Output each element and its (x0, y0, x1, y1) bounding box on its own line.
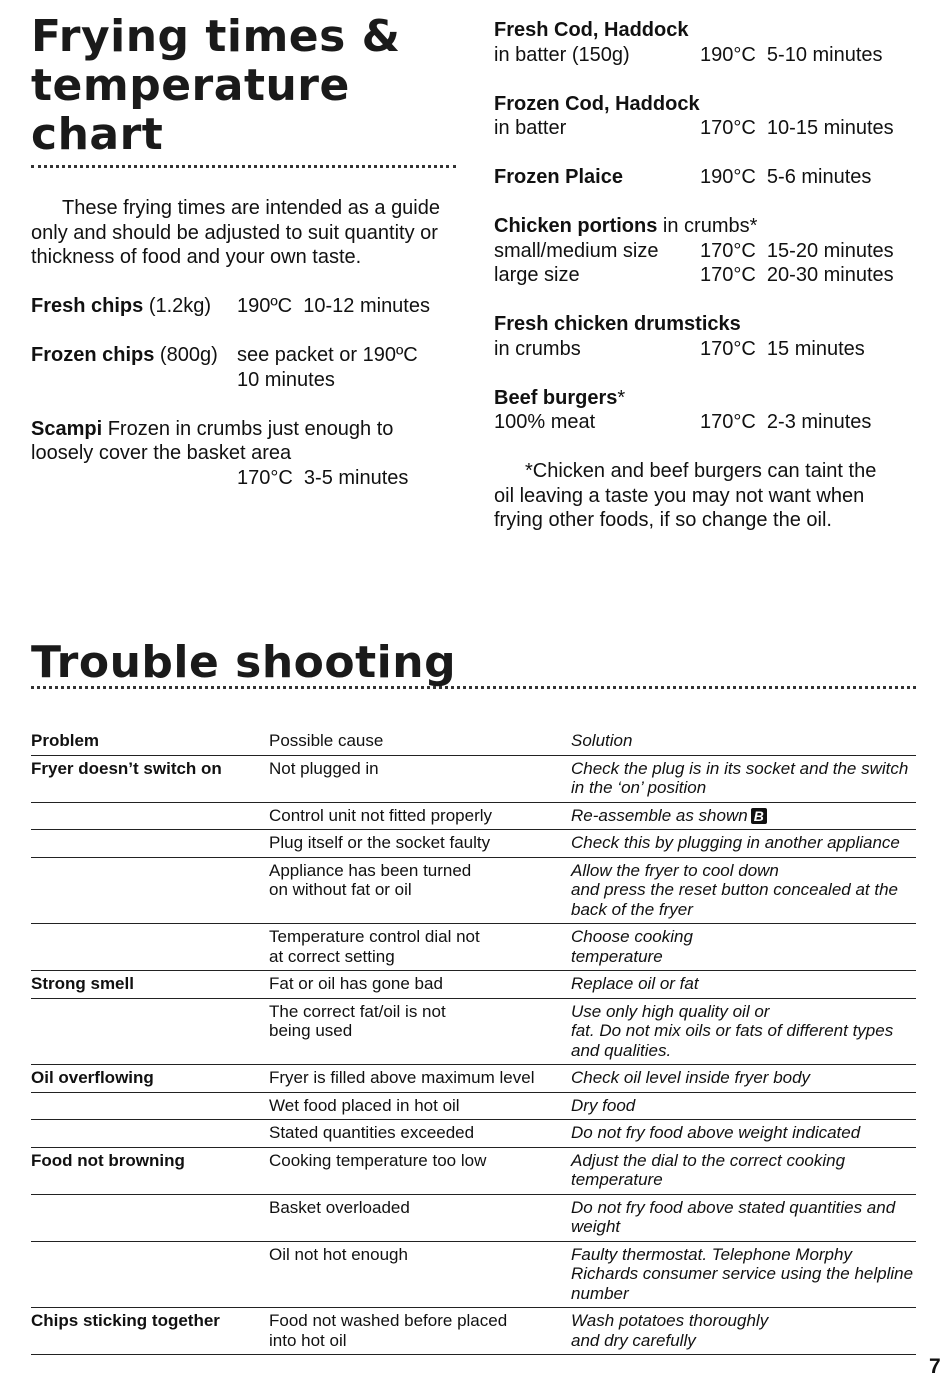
trouble-shooting-title: Trouble shooting (31, 637, 457, 688)
problem-cell-text: Food not browning (31, 1150, 185, 1170)
food-heading: Frozen Plaice (494, 166, 623, 188)
problem-cell (31, 971, 269, 999)
beef-burgers-entry (494, 386, 914, 435)
solution-cell-text: Adjust the dial to the correct cooking temperature (571, 1150, 846, 1189)
cause-cell (269, 1194, 571, 1241)
food-temp-time: 170°C 2-3 minutes (700, 411, 872, 433)
cause-cell (269, 1147, 571, 1194)
solution-cell (571, 1147, 916, 1194)
table-row (31, 1308, 916, 1355)
problem-cell (31, 1308, 269, 1355)
problem-cell (31, 830, 269, 858)
table-row (31, 1092, 916, 1120)
solution-cell (571, 971, 916, 999)
table-row (31, 971, 916, 999)
scampi-entry (31, 417, 431, 491)
cause-cell (269, 1120, 571, 1148)
table-row (31, 998, 916, 1065)
table-row (31, 1147, 916, 1194)
food-label: in batter (494, 117, 567, 139)
cause-cell-text: The correct fat/oil is not being used (269, 1001, 446, 1040)
fresh-chips-qty: (1.2kg) (143, 295, 212, 317)
scampi-desc: Frozen in crumbs just enough to loosely cover the basket area (31, 417, 394, 464)
table-row (31, 1241, 916, 1308)
food-label: 100% meat (494, 411, 596, 433)
solution-cell (571, 1194, 916, 1241)
problem-cell (31, 1147, 269, 1194)
frozen-cod-entry (494, 92, 914, 141)
cause-cell-text: Oil not hot enough (269, 1244, 408, 1264)
food-heading-extra: in crumbs* (657, 215, 758, 237)
solution-cell (571, 755, 916, 802)
table-row (31, 1065, 916, 1093)
trouble-shooting-table (31, 731, 916, 1355)
solution-cell-text: Faulty thermostat. Telephone Morphy Richards consumer service using the helpline number (571, 1244, 914, 1303)
problem-cell (31, 1092, 269, 1120)
cause-cell-text: Food not washed before placed into hot oil (269, 1311, 508, 1350)
chicken-drumsticks-entry (494, 312, 914, 361)
table-row (31, 802, 916, 830)
solution-cell (571, 1241, 916, 1308)
cause-cell (269, 971, 571, 999)
fresh-chips-temp: 190ºC (237, 295, 293, 317)
problem-cell (31, 1065, 269, 1093)
food-temp-time: 190°C 5-6 minutes (700, 166, 872, 188)
cause-cell (269, 755, 571, 802)
food-label: in crumbs (494, 337, 581, 360)
cause-cell (269, 830, 571, 858)
cause-cell-text: Appliance has been turned on without fat or oil (269, 860, 472, 899)
frozen-chips-name: Frozen chips (31, 344, 155, 366)
food-temp-time: 170°C 10-15 minutes (700, 117, 894, 139)
table-row (31, 857, 916, 924)
title-line-1: Frying times & (31, 11, 401, 62)
food-temp-time: 190°C 5-10 minutes (700, 43, 883, 66)
fresh-chips-entry (31, 294, 456, 319)
frozen-chips-line2: 10 minutes (237, 368, 335, 391)
problem-cell-text: Fryer doesn’t switch on (31, 758, 222, 778)
food-heading: Frozen Cod, Haddock (494, 92, 700, 115)
fresh-chips-time: 10-12 minutes (303, 295, 430, 317)
problem-cell-text: Oil overflowing (31, 1068, 154, 1087)
solution-cell (571, 924, 916, 971)
food-heading: Chicken portions (494, 215, 658, 237)
table-row (31, 1194, 916, 1241)
problem-cell-text: Chips sticking together (31, 1311, 220, 1330)
cause-cell (269, 998, 571, 1065)
cause-cell-text: Plug itself or the socket faulty (269, 833, 491, 852)
solution-cell-text: Choose cooking temperature (571, 927, 693, 966)
cause-cell (269, 1065, 571, 1093)
solution-cell-text: Do not fry food above stated quantities and weight (571, 1197, 896, 1236)
food-heading-extra: * (617, 386, 626, 409)
problem-cell (31, 924, 269, 971)
header-cause: Possible cause (269, 731, 384, 750)
cause-cell-text: Temperature control dial not at correct setting (269, 927, 480, 966)
table-row (31, 755, 916, 802)
cause-cell-text: Control unit not fitted properly (269, 805, 493, 825)
solution-cell (571, 830, 916, 858)
cause-cell (269, 802, 571, 830)
table-row (31, 830, 916, 858)
problem-cell (31, 857, 269, 924)
problem-cell-text: Strong smell (31, 974, 134, 993)
fresh-chips-name: Fresh chips (31, 295, 144, 317)
scampi-temp-time: 170°C 3-5 minutes (237, 466, 409, 489)
food-temp-time: 170°C 15 minutes (700, 337, 865, 360)
food-heading: Fresh Cod, Haddock (494, 19, 689, 41)
solution-cell (571, 998, 916, 1065)
solution-cell (571, 802, 916, 830)
solution-cell-text: Wash potatoes thoroughly and dry carefully (571, 1311, 769, 1350)
solution-cell (571, 857, 916, 924)
cause-cell (269, 924, 571, 971)
table-row (31, 1120, 916, 1148)
food-temp-time: 170°C 20-30 minutes (700, 264, 894, 286)
footnote: *Chicken and beef burgers can taint the oil leaving a taste you may not want when frying other foods, if so change the oil. (494, 460, 877, 531)
food-label: large size (494, 264, 580, 286)
cause-cell-text: Cooking temperature too low (269, 1150, 487, 1170)
page-number: 7 (929, 1355, 941, 1378)
solution-cell (571, 1120, 916, 1148)
solution-cell-text: Re-assemble as shown (571, 805, 748, 825)
solution-cell-text: Check the plug is in its socket and the switch in the ‘on’ position (571, 758, 909, 797)
problem-cell (31, 1194, 269, 1241)
trouble-table-body (31, 755, 916, 1355)
cause-cell (269, 1092, 571, 1120)
frozen-chips-entry (31, 343, 456, 392)
solution-cell (571, 1308, 916, 1355)
cause-cell (269, 1241, 571, 1308)
problem-cell (31, 1241, 269, 1308)
title-line-2: temperature chart (31, 60, 350, 160)
header-problem: Problem (31, 731, 100, 750)
header-solution: Solution (571, 731, 633, 750)
frying-chart-left-column (31, 12, 456, 490)
fresh-cod-entry (494, 18, 914, 67)
frozen-plaice-entry (494, 165, 914, 190)
scampi-name: Scampi (31, 417, 103, 440)
table-row (31, 924, 916, 971)
solution-cell-text: Check oil level inside fryer body (571, 1068, 811, 1087)
chicken-portions-entry (494, 214, 914, 288)
problem-cell (31, 998, 269, 1065)
solution-cell-text: Allow the fryer to cool down and press the reset button concealed at the back of the fryer (571, 860, 899, 919)
solution-cell-text: Check this by plugging in another appliance (571, 833, 900, 852)
problem-cell (31, 802, 269, 830)
solution-cell (571, 1065, 916, 1093)
trouble-dotted-rule (31, 686, 916, 689)
intro-paragraph: These frying times are intended as a guide only and should be adjusted to suit quantity or thickness of food and your own taste. (31, 197, 440, 268)
solution-cell-text: Do not fry food above weight indicated (571, 1123, 861, 1142)
food-label: small/medium size (494, 239, 659, 262)
cause-cell (269, 857, 571, 924)
problem-cell (31, 1120, 269, 1148)
solution-cell (571, 1092, 916, 1120)
frying-chart-right-column (494, 18, 914, 533)
solution-cell-text: Dry food (571, 1095, 636, 1115)
table-header-row (31, 731, 916, 755)
frozen-chips-line1: see packet or 190ºC (237, 344, 418, 366)
food-heading: Beef burgers (494, 386, 618, 409)
solution-cell-text: Use only high quality oil or fat. Do not mix oils or fats of different types and qualities. (571, 1001, 894, 1060)
food-heading: Fresh chicken drumsticks (494, 313, 741, 335)
cause-cell-text: Wet food placed in hot oil (269, 1095, 460, 1115)
cause-cell-text: Fat or oil has gone bad (269, 974, 443, 993)
food-label: in batter (150g) (494, 43, 630, 66)
frozen-chips-qty: (800g) (154, 344, 218, 366)
frying-chart-title (31, 12, 456, 159)
cause-cell-text: Stated quantities exceeded (269, 1123, 475, 1142)
cause-cell-text: Fryer is filled above maximum level (269, 1068, 535, 1087)
figure-b-icon: B (751, 808, 767, 824)
title-dotted-rule (31, 165, 456, 168)
food-temp-time: 170°C 15-20 minutes (700, 239, 894, 262)
cause-cell (269, 1308, 571, 1355)
cause-cell-text: Not plugged in (269, 758, 379, 778)
cause-cell-text: Basket overloaded (269, 1197, 410, 1217)
solution-cell-text: Replace oil or fat (571, 974, 699, 993)
problem-cell (31, 755, 269, 802)
